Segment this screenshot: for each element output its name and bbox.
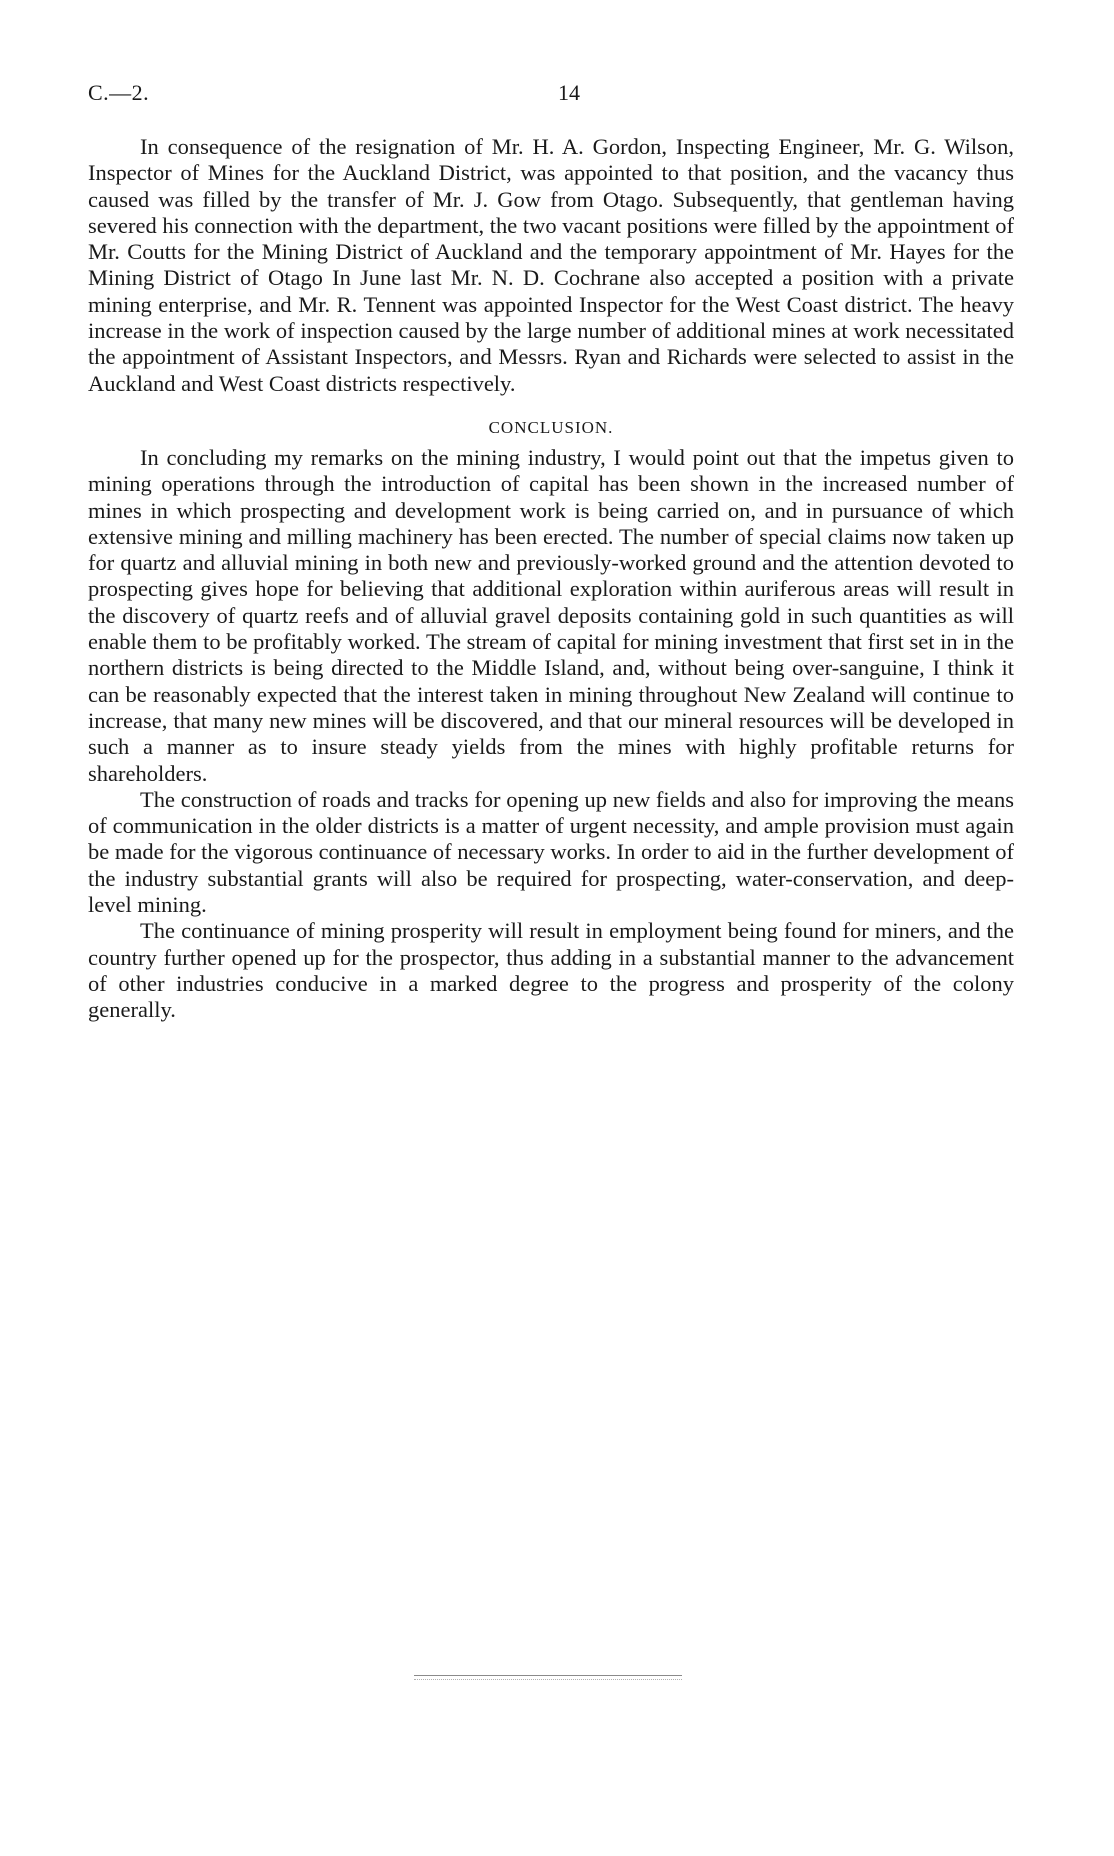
end-divider-rule-secondary — [414, 1679, 682, 1680]
paragraph-mining-prosperity: The continuance of mining prosperity will result in employment being found for miners, and the country further opened up for the prospector, thus adding in a substantial manner to the advancement of other industries conducive in a marked degree to the progress and prosperity of the colony generally. — [88, 918, 1014, 1023]
paragraph-roads-and-tracks: The construction of roads and tracks for opening up new fields and also for improving the means of communication in the older districts is a matter of urgent necessity, and ample provision must again be made for the vigorous continuance of necessary works. In order to aid in the further development of the industry substantial grants will also be required for prospecting, water-conservation, and deep-level mining. — [88, 786, 1014, 918]
paragraph-staff-changes: In consequence of the resignation of Mr. H. A. Gordon, Inspecting Engineer, Mr. G. Wilson, Inspector of Mines for the Auckland District, was appointed to that position, and the vacancy thus caused was filled by the transfer of Mr. J. Gow from Otago. Subsequently, that gentleman having severed his connection with the department, the two vacant positions were filled by the appointment of Mr. Coutts for the Mining District of Auckland and the temporary appointment of Mr. Hayes for the Mining District of Otago In June last Mr. N. D. Cochrane also accepted a position with a private mining enterprise, and Mr. R. Tennent was appointed Inspector for the West Coast district. The heavy increase in the work of inspection caused by the large number of additional mines at work necessitated the appointment of Assistant Inspectors, and Messrs. Ryan and Richards were selected to assist in the Auckland and West Coast districts respectively. — [88, 134, 1014, 396]
report-body — [88, 134, 1014, 1024]
paragraph-conclusion-outlook: In concluding my remarks on the mining industry, I would point out that the impetus given to mining operations through the introduction of capital has been shown in the increased number of mines in which prospecting and development work is being carried on, and in pursuance of which extensive mining and milling machinery has been erected. The number of special claims now taken up for quartz and alluvial mining in both new and previously-worked ground and the attention devoted to prospecting gives hope for believing that additional exploration within auriferous areas will result in the discovery of quartz reefs and of alluvial gravel deposits containing gold in such quantities as will enable them to be profitably worked. The stream of capital for mining investment that first set in in the northern districts is being directed to the Middle Island, and, without being over-sanguine, I think it can be reasonably expected that the interest taken in mining throughout New Zealand will continue to increase, that many new mines will be discovered, and that our mineral resources will be developed in such a manner as to insure steady yields from the mines with highly profitable returns for shareholders. — [88, 444, 1014, 786]
document-code: C.—2. — [88, 80, 150, 105]
page-number: 14 — [558, 80, 580, 105]
end-divider-rule — [414, 1675, 682, 1676]
section-heading-conclusion: CONCLUSION. — [488, 417, 614, 437]
page-header — [88, 80, 1008, 110]
